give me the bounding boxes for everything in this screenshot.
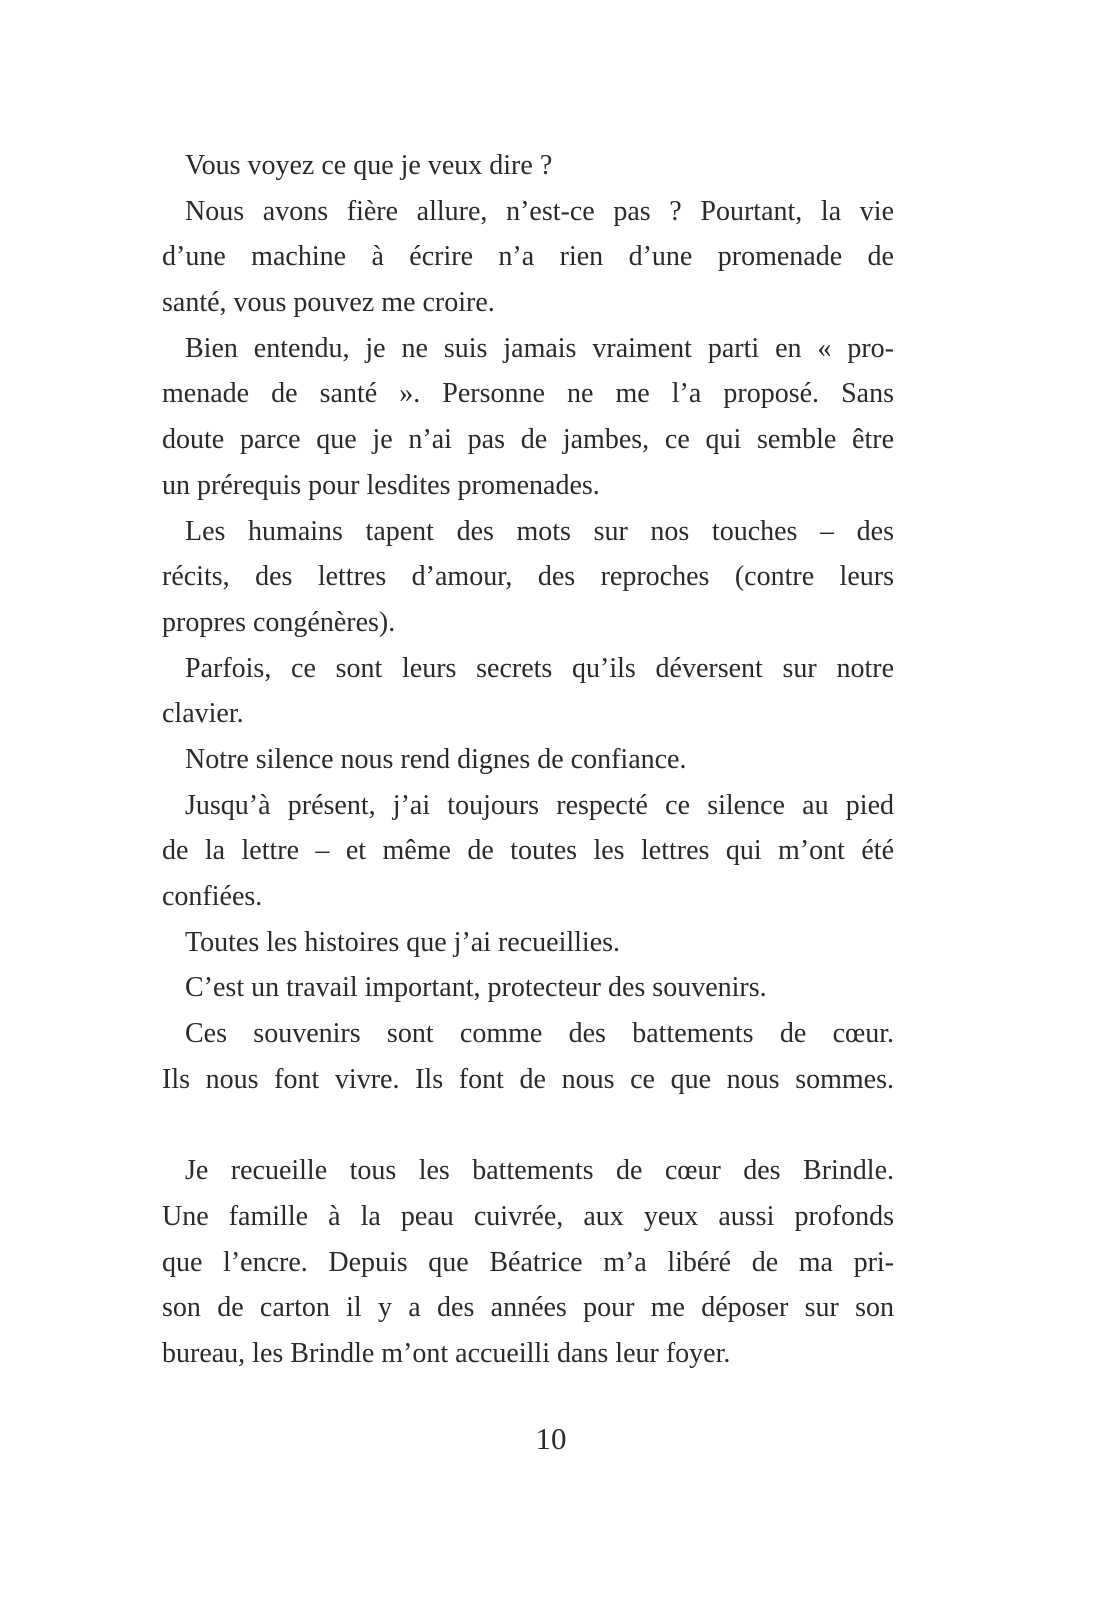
text-line: Les humains tapent des mots sur nos touches – des — [185, 515, 894, 547]
text-line: doute parce que je n’ai pas de jambes, ce qui semble être — [162, 424, 894, 456]
text-line: propres congénères). — [162, 606, 396, 638]
text-line: Toutes les histoires que j’ai recueillies. — [185, 926, 621, 958]
text-line: Vous voyez ce que je veux dire ? — [185, 150, 553, 181]
paragraph-break — [162, 1102, 894, 1148]
text-line: menade de santé ». Personne ne me l’a proposé. Sans — [162, 378, 894, 410]
text-line: confiées. — [162, 881, 263, 912]
text-line: Ils nous font vivre. Ils font de nous ce que nous sommes. — [162, 1063, 894, 1095]
text-line: clavier. — [162, 698, 244, 730]
text-line: Ces souvenirs sont comme des battements de cœur. — [185, 1018, 894, 1050]
text-line: récits, des lettres d’amour, des reproches (contre leurs — [162, 561, 894, 593]
text-line: de la lettre – et même de toutes les lettres qui m’ont été — [162, 835, 894, 867]
text-line: Bien entendu, je ne suis jamais vraiment parti en « pro- — [185, 332, 894, 364]
text-line: Notre silence nous rend dignes de confiance. — [185, 743, 687, 775]
text-line: santé, vous pouvez me croire. — [162, 287, 495, 319]
page-body — [162, 143, 894, 1377]
text-line: bureau, les Brindle m’ont accueilli dans leur foyer. — [162, 1337, 731, 1369]
text-line: un prérequis pour lesdites promenades. — [162, 469, 600, 501]
page-number: 10 — [535, 1421, 567, 1456]
text-line: Jusqu’à présent, j’ai toujours respecté ce silence au pied — [185, 789, 894, 821]
text-line: Je recueille tous les battements de cœur des Brindle. — [185, 1155, 894, 1187]
text-line: d’une machine à écrire n’a rien d’une promenade de — [162, 241, 894, 273]
text-line: C’est un travail important, protecteur des souvenirs. — [185, 972, 767, 1004]
text-line: Parfois, ce sont leurs secrets qu’ils déversent sur notre — [185, 652, 894, 684]
text-line: Nous avons fière allure, n’est-ce pas ? Pourtant, la vie — [185, 195, 894, 227]
text-line: que l’encre. Depuis que Béatrice m’a libéré de ma pri- — [162, 1246, 894, 1278]
text-line: Une famille à la peau cuivrée, aux yeux aussi profonds — [162, 1200, 894, 1232]
text-line: son de carton il y a des années pour me déposer sur son — [162, 1292, 894, 1324]
